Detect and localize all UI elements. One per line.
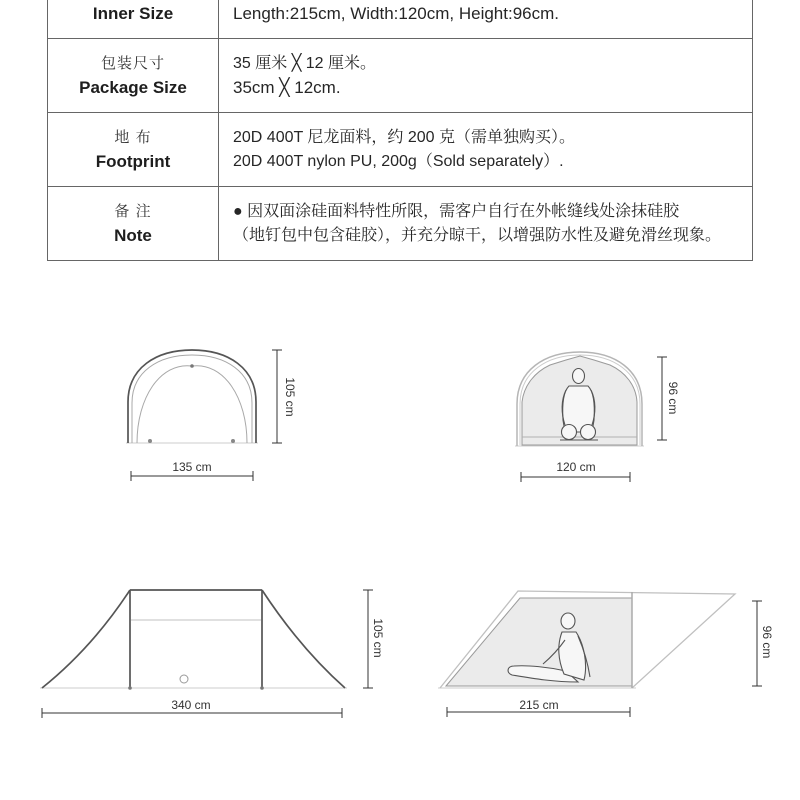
spec-label-en: Inner Size (92, 4, 174, 23)
spec-label-en: Footprint (95, 151, 171, 171)
spec-label-cn: 地 布 (114, 128, 152, 146)
spec-label-cell (48, 39, 219, 112)
width-dimension (42, 698, 342, 718)
person-left-knee (562, 425, 577, 440)
height-dimension (657, 357, 680, 440)
spec-value-cell (219, 39, 752, 112)
height-label: 105 cm (283, 377, 297, 417)
stake-marker (231, 439, 235, 443)
fly-right-slope (262, 590, 345, 688)
vent-marker (180, 675, 188, 683)
person-head (561, 613, 575, 629)
width-label: 120 cm (556, 460, 596, 474)
width-dimension (521, 460, 630, 482)
front-outer-view (126, 350, 297, 481)
spec-label-cell (48, 113, 219, 186)
spec-label-cn: 包装尺寸 (100, 54, 165, 72)
spec-label-cell (48, 0, 219, 38)
spec-value-cell (219, 187, 752, 260)
fly-left-slope (42, 590, 130, 688)
spec-label-en: Note (114, 225, 152, 245)
height-label: 96 cm (760, 625, 774, 659)
person-right-knee (581, 425, 596, 440)
spec-label-cn: 备 注 (114, 202, 152, 220)
stake-marker (148, 439, 152, 443)
height-label: 96 cm (666, 381, 680, 415)
spec-value-line: 35cm ╳ 12cm. (233, 77, 341, 97)
height-dimension (272, 350, 297, 443)
height-dimension (363, 590, 385, 688)
spec-row-footprint (48, 113, 752, 187)
tent-dimension-diagrams (0, 290, 800, 800)
front-inner-view (515, 352, 680, 482)
spec-row-inner-size (48, 0, 752, 39)
spec-row-note (48, 187, 752, 261)
spec-row-package-size (48, 39, 752, 113)
stake-marker (128, 686, 132, 690)
spec-value-cell (219, 113, 752, 186)
spec-label-en: Package Size (79, 77, 187, 97)
height-dimension (752, 601, 774, 686)
width-label: 340 cm (171, 698, 211, 712)
height-label: 105 cm (371, 618, 385, 658)
spec-label-cell (48, 187, 219, 260)
width-label: 215 cm (519, 698, 559, 712)
spec-value-line: 20D 400T 尼龙面料，约 200 克（需单独购买）。 (233, 128, 576, 146)
door-outline (137, 366, 247, 443)
stake-marker (260, 686, 264, 690)
pole-arch (132, 355, 252, 443)
spec-value-line: ● 因双面涂硅面料特性所限，需客户自行在外帐缝线处涂抹硅胶 (233, 202, 680, 220)
width-dimension (447, 698, 630, 717)
spec-value-cell (219, 0, 752, 38)
side-outer-view (40, 590, 385, 718)
width-dimension (131, 460, 253, 481)
spec-value-line: 35 厘米 ╳ 12 厘米。 (233, 54, 377, 72)
width-label: 135 cm (172, 460, 212, 474)
spec-value-line: Length:215cm, Width:120cm, Height:96cm. (233, 4, 559, 23)
outer-fly-arch (128, 350, 256, 443)
person-head (573, 369, 585, 384)
apex-clip (190, 364, 194, 368)
spec-table (47, 0, 753, 261)
spec-value-line: （地钉包中包含硅胶），并充分晾干，以增强防水性及避免滑丝现象。 (233, 226, 722, 244)
side-inner-view (438, 591, 774, 717)
spec-value-line: 20D 400T nylon PU, 200g（Sold separately）. (233, 152, 564, 170)
